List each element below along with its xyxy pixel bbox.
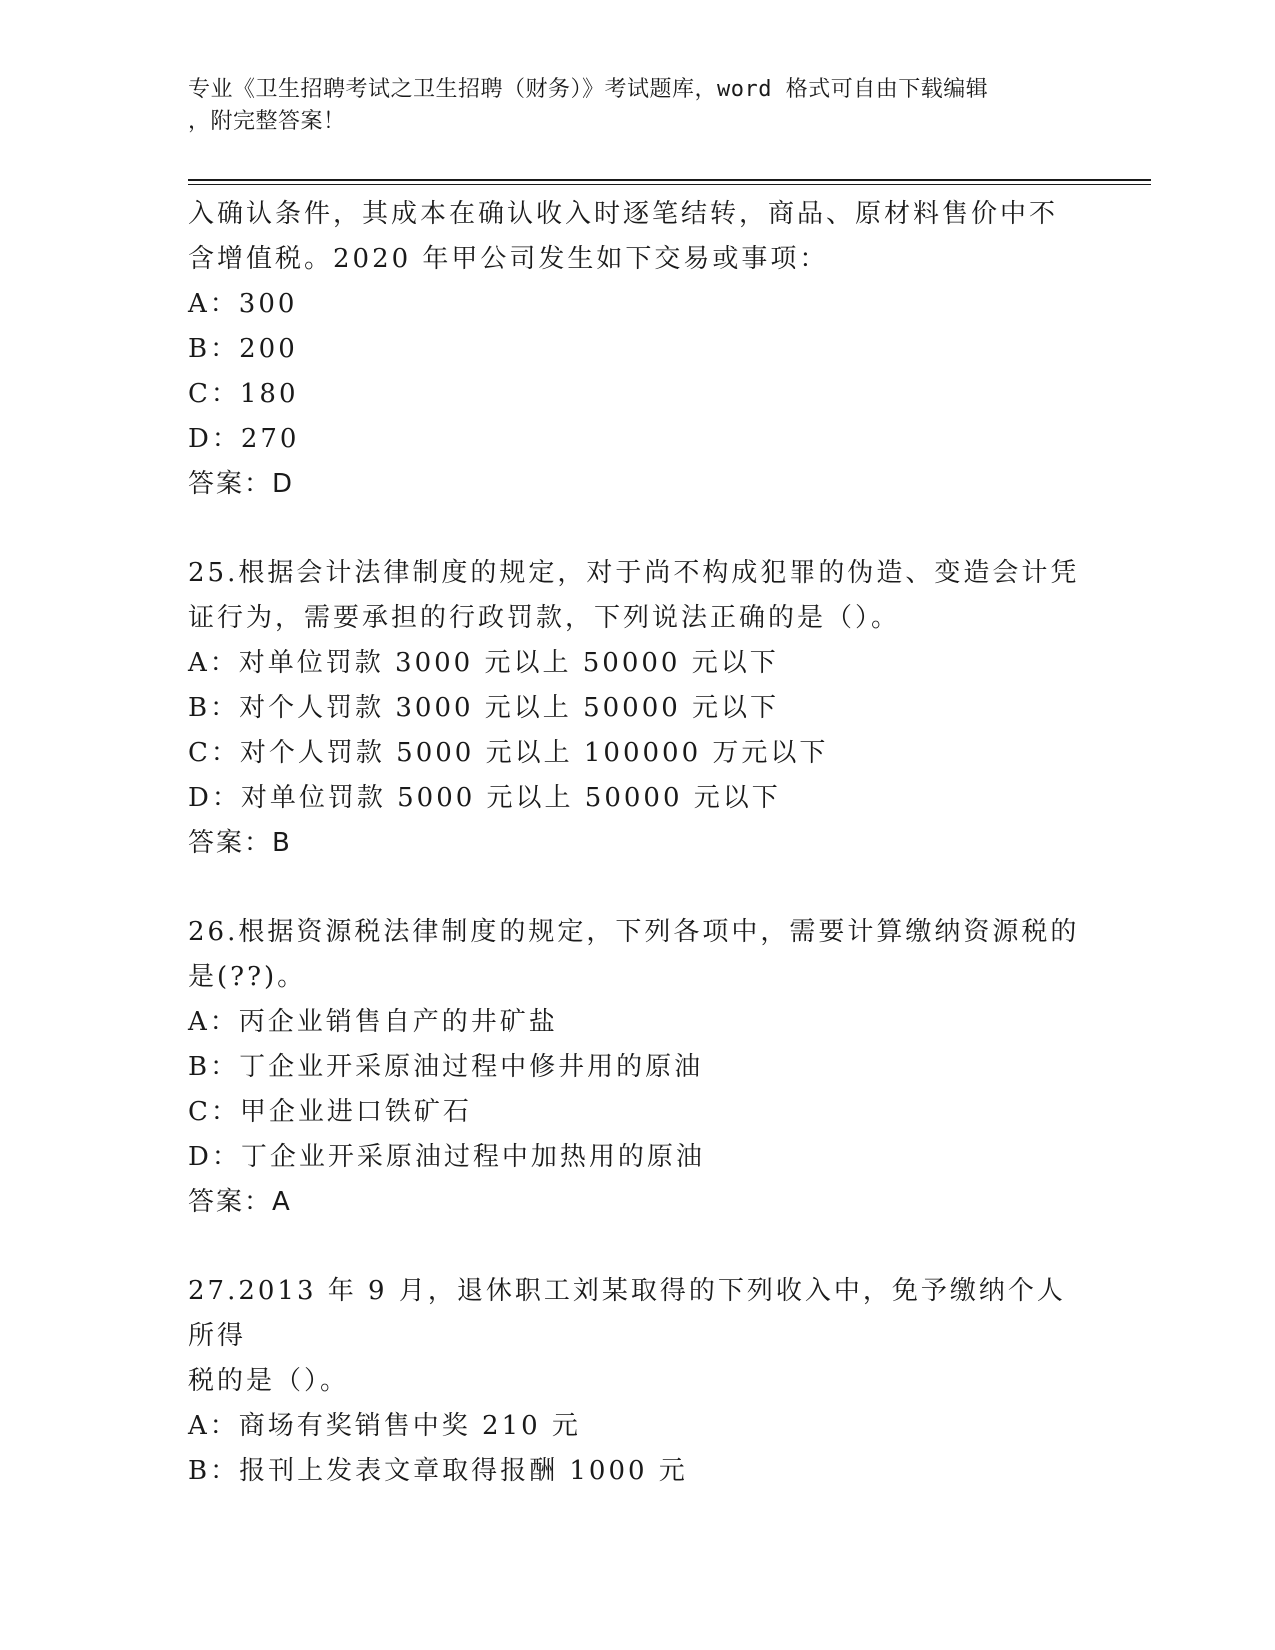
header-rule-thin (188, 184, 1151, 185)
header-title-line: 专业《卫生招聘考试之卫生招聘（财务）》考试题库，word 格式可自由下载编辑 (188, 77, 989, 102)
question-text: 含增值税。2020 年甲公司发生如下交易或事项： (188, 244, 829, 274)
question-24 (188, 192, 1088, 507)
option-d: D：丁企业开采原油过程中加热用的原油 (188, 1142, 705, 1172)
question-text: 入确认条件，其成本在确认收入时逐笔结转，商品、原材料售价中不 (188, 199, 1059, 229)
question-list (188, 192, 1088, 1494)
question-26 (188, 910, 1088, 1225)
header-subtitle-line: ，附完整答案！ (188, 109, 346, 134)
option-a: A：丙企业销售自产的井矿盐 (188, 1007, 558, 1037)
question-text: 25.根据会计法律制度的规定，对于尚不构成犯罪的伪造、变造会计凭 (188, 558, 1080, 588)
option-a: A：300 (188, 289, 298, 319)
answer: 答案：B (188, 828, 292, 858)
option-a: A：商场有奖销售中奖 210 元 (188, 1411, 581, 1441)
answer: 答案：A (188, 1187, 292, 1217)
option-b: B：200 (188, 334, 298, 364)
header-rule-thick (188, 179, 1151, 181)
option-c: C：对个人罚款 5000 元以上 100000 万元以下 (188, 738, 829, 768)
option-c: C：甲企业进口铁矿石 (188, 1097, 472, 1127)
question-text: 税的是（）。 (188, 1366, 350, 1396)
option-d: D：对单位罚款 5000 元以上 50000 元以下 (188, 783, 781, 813)
question-text: 是(??)。 (188, 962, 307, 992)
option-b: B：丁企业开采原油过程中修井用的原油 (188, 1052, 704, 1082)
question-text: 证行为，需要承担的行政罚款，下列说法正确的是（）。 (188, 603, 901, 633)
option-c: C：180 (188, 379, 299, 409)
question-text: 27.2013 年 9 月，退休职工刘某取得的下列收入中，免予缴纳个人所得 (188, 1276, 1066, 1351)
question-25 (188, 551, 1088, 866)
question-text: 26.根据资源税法律制度的规定，下列各项中，需要计算缴纳资源税的 (188, 917, 1080, 947)
option-d: D：270 (188, 424, 300, 454)
option-b: B：对个人罚款 3000 元以上 50000 元以下 (188, 693, 780, 723)
document-header (188, 74, 1088, 138)
question-27 (188, 1269, 1088, 1494)
option-b: B：报刊上发表文章取得报酬 1000 元 (188, 1456, 688, 1486)
answer: 答案：D (188, 469, 295, 499)
option-a: A：对单位罚款 3000 元以上 50000 元以下 (188, 648, 779, 678)
